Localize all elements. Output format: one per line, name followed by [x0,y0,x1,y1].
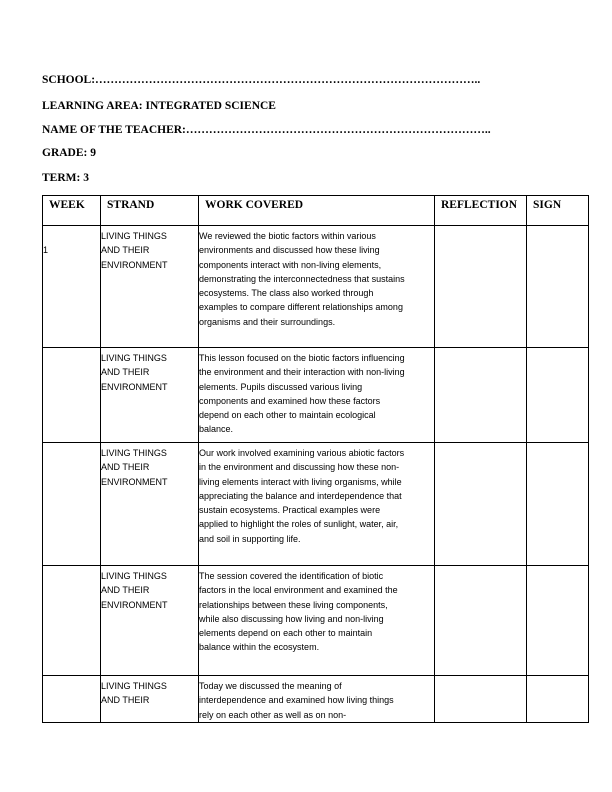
reflection-cell[interactable] [435,566,527,676]
strand-cell [101,566,199,676]
work-covered-text: Our work involved examining various abiotic factors in the environment and discussing how these non-living elements interact with living organisms, while appreciating the balance and interdependence that sustain ecosystems. Practical examples were applied to highlight the roles of sunlight, water, air, and soil in supporting life. [199,448,405,544]
reflection-cell[interactable] [435,348,527,443]
learning-area: LEARNING AREA: INTEGRATED SCIENCE [42,100,276,112]
strand-text: LIVING THINGS AND THEIR ENVIRONMENT [101,571,168,610]
strand-text: LIVING THINGS AND THEIR ENVIRONMENT [101,448,168,487]
term-label: TERM: 3 [42,172,89,184]
teacher-name-field: NAME OF THE TEACHER:…………………………………………………………………….. [42,124,491,136]
week-cell [43,348,101,443]
sign-cell[interactable] [527,676,589,723]
table-row [43,226,589,348]
col-work-covered-header: WORK COVERED [199,196,435,226]
reflection-cell[interactable] [435,676,527,723]
week-number: 1 [43,245,49,255]
strand-cell [101,676,199,723]
table-header-row [43,196,589,226]
table-row [43,676,589,723]
table-row [43,566,589,676]
strand-text: LIVING THINGS AND THEIR ENVIRONMENT [101,231,168,270]
sign-cell[interactable] [527,443,589,566]
week-cell [43,226,101,348]
table-row [43,443,589,566]
week-cell [43,676,101,723]
school-field: SCHOOL:……………………………………………………………………………………….. [42,74,481,86]
record-of-work-table [42,195,589,723]
work-covered-text: The session covered the identification of biotic factors in the local environment and examined the relationships between these living components, while also discussing how living and non-living elements depend on each other to maintain balance within the ecosystem. [199,571,398,653]
sign-cell[interactable] [527,348,589,443]
week-cell [43,566,101,676]
col-reflection-header: REFLECTION [435,196,527,226]
col-week-header: WEEK [43,196,101,226]
work-covered-cell [199,566,435,676]
grade-label: GRADE: 9 [42,147,96,159]
sign-cell[interactable] [527,226,589,348]
work-covered-text: This lesson focused on the biotic factors influencing the environment and their interaction with non-living elements. Pupils discussed various living components and examined how these factors depend on each other to maintain ecological balance. [199,353,405,435]
reflection-cell[interactable] [435,226,527,348]
strand-cell [101,226,199,348]
strand-cell [101,443,199,566]
table-row [43,348,589,443]
col-sign-header: SIGN [527,196,589,226]
work-covered-cell [199,348,435,443]
col-strand-header: STRAND [101,196,199,226]
strand-cell [101,348,199,443]
strand-text: LIVING THINGS AND THEIR [101,681,167,706]
week-cell [43,443,101,566]
work-covered-text: Today we discussed the meaning of interdependence and examined how living things rely on each other as well as on non- [199,681,394,720]
work-covered-cell [199,226,435,348]
reflection-cell[interactable] [435,443,527,566]
strand-text: LIVING THINGS AND THEIR ENVIRONMENT [101,353,168,392]
work-covered-text: We reviewed the biotic factors within various environments and discussed how these living components interact with non-living elements, demonstrating the interconnectedness that sustains ecosystems. The class also worked through examples to compare different relationships among organisms and their surroundings. [199,231,405,327]
work-covered-cell [199,676,435,723]
work-covered-cell [199,443,435,566]
sign-cell[interactable] [527,566,589,676]
